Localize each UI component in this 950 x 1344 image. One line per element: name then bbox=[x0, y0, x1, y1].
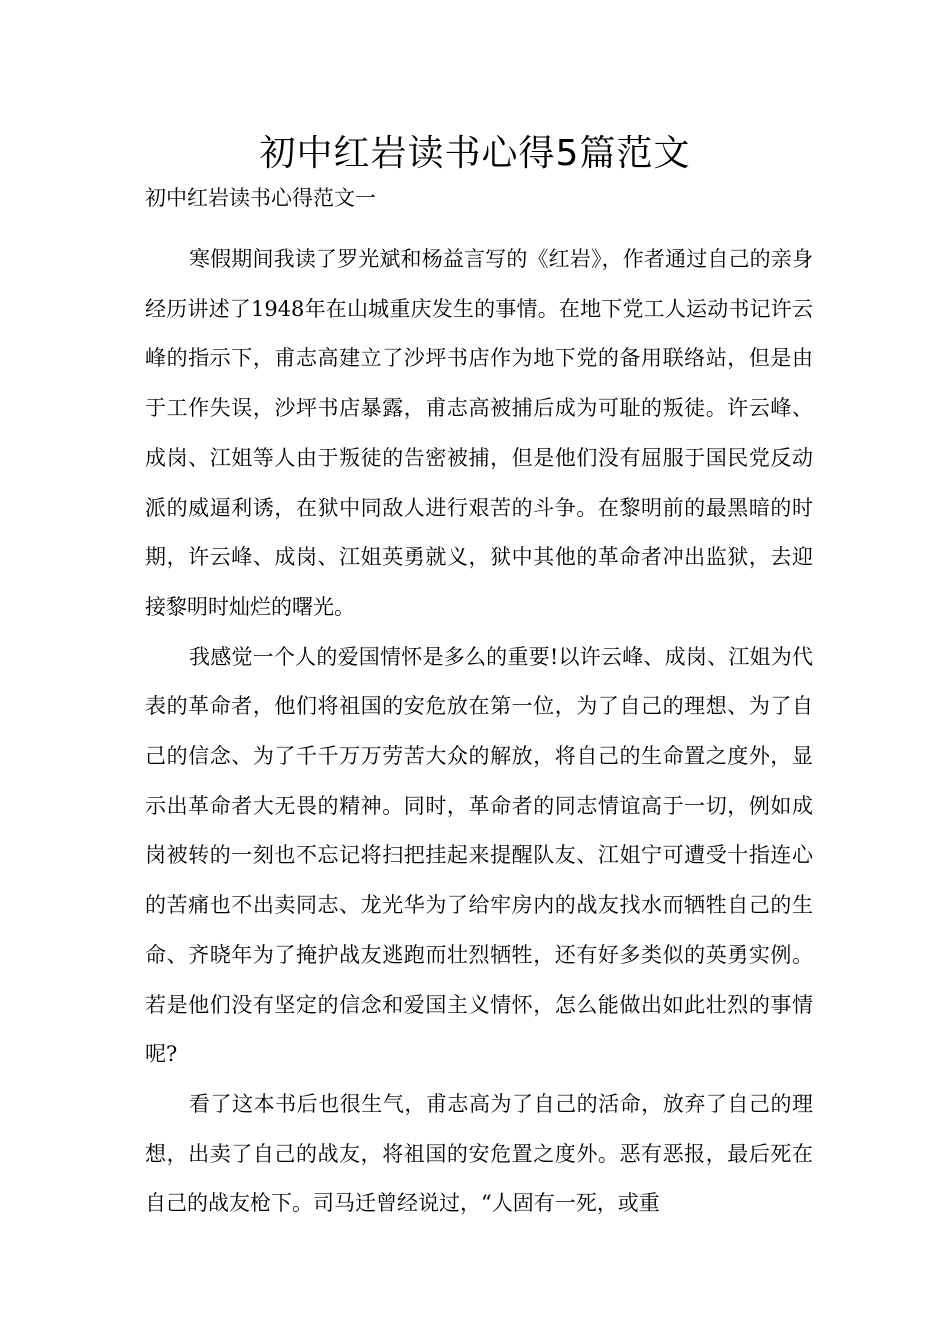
section-heading: 初中红岩读书心得范文一 bbox=[145, 186, 376, 210]
paragraph: 寒假期间我读了罗光斌和杨益言写的《红岩》，作者通过自己的亲身经历讲述了1948年在山城重庆发生的事情。在地下党工人运动书记许云峰的指示下，甫志高建立了沙坪书店作为地下党的备用联络站，但是由于工作失误，沙坪书店暴露，甫志高被捕后成为可耻的叛徒。许云峰、成岗、江姐等人由于叛徒的告密被捕，但是他们没有屈服于国民党反动派的威逼利诱，在狱中同敌人进行艰苦的斗争。在黎明前的最黑暗的时期，许云峰、成岗、江姐英勇就义，狱中其他的革命者冲出监狱，去迎接黎明时灿烂的曙光。 bbox=[145, 247, 813, 619]
paragraph: 我感觉一个人的爱国情怀是多么的重要!以许云峰、成岗、江姐为代表的革命者，他们将祖国的安危放在第一位，为了自己的理想、为了自己的信念、为了千千万万劳苦大众的解放，将自己的生命置之度外，显示出革命者大无畏的精神。同时，革命者的同志情谊高于一切，例如成岗被转的一刻也不忘记将扫把挂起来提醒队友、江姐宁可遭受十指连心的苦痛也不出卖同志、龙光华为了给牢房内的战友找水而牺牲自己的生命、齐晓年为了掩护战友逃跑而壮烈牺牲，还有好多类似的英勇实例。若是他们没有坚定的信念和爱国主义情怀，怎么能做出如此壮烈的事情呢? bbox=[145, 644, 813, 1067]
body-text bbox=[145, 235, 813, 1229]
document-title: 初中红岩读书心得5篇范文 bbox=[259, 133, 691, 174]
paragraph: 看了这本书后也很生气，甫志高为了自己的活命，放弃了自己的理想，出卖了自己的战友，将祖国的安危置之度外。恶有恶报，最后死在自己的战友枪下。司马迁曾经说过，“人固有一死，或重 bbox=[145, 1091, 813, 1216]
